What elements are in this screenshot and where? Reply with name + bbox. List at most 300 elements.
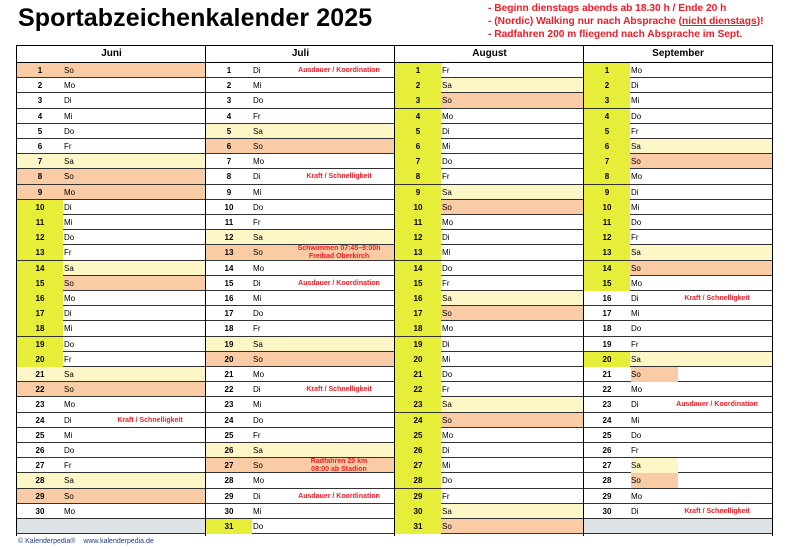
day-row[interactable]	[584, 245, 772, 260]
day-row[interactable]	[206, 367, 395, 382]
day-row[interactable]	[206, 63, 395, 78]
day-number: 20	[584, 352, 630, 367]
day-number: 17	[17, 306, 63, 321]
weekday-label: So	[64, 278, 74, 288]
day-number: 22	[35, 385, 45, 395]
day-row[interactable]	[206, 504, 395, 519]
weekday-label: So	[442, 522, 452, 531]
day-number: 26	[395, 443, 441, 458]
day-row[interactable]	[584, 230, 772, 245]
month-header: September	[584, 45, 772, 63]
day-number: 8	[37, 172, 43, 182]
weekday-label: Di	[631, 400, 639, 410]
day-row[interactable]	[395, 154, 584, 169]
day-row[interactable]	[584, 473, 772, 488]
footer	[18, 538, 160, 545]
day-row[interactable]	[395, 443, 584, 458]
day-number: 15	[395, 276, 441, 291]
weekday-label: Do	[64, 126, 75, 136]
day-row[interactable]	[395, 93, 584, 108]
weekday-label: Mo	[253, 370, 265, 379]
day-row[interactable]	[206, 473, 395, 488]
day-row[interactable]	[206, 489, 395, 504]
day-row[interactable]	[395, 489, 584, 504]
day-number: 17	[224, 309, 234, 319]
day-row[interactable]	[584, 382, 772, 397]
event-label: Kraft / Schnelligkeit	[306, 173, 372, 181]
day-row[interactable]	[206, 215, 395, 230]
day-row[interactable]	[17, 230, 206, 245]
weekday-label: Fr	[442, 385, 450, 395]
day-number: 30	[602, 506, 612, 516]
day-number: 6	[226, 142, 232, 151]
day-number: 3	[584, 93, 630, 108]
weekday-label: Sa	[631, 248, 641, 258]
day-row[interactable]	[395, 276, 584, 291]
day-row[interactable]	[206, 337, 395, 352]
day-number: 28	[602, 476, 612, 486]
day-row[interactable]	[395, 261, 584, 276]
day-number: 12	[584, 230, 630, 245]
month-column-august	[394, 45, 584, 536]
day-number: 10	[584, 200, 630, 215]
day-row[interactable]	[17, 321, 206, 336]
day-number: 29	[35, 491, 45, 501]
day-number: 21	[395, 367, 441, 382]
note-line	[488, 2, 764, 15]
day-row[interactable]	[206, 443, 395, 458]
day-number: 6	[37, 142, 43, 151]
day-row[interactable]	[206, 306, 395, 321]
weekday-label: Di	[64, 309, 72, 319]
day-row[interactable]	[584, 185, 772, 200]
day-number: 24	[35, 415, 45, 425]
day-number: 27	[395, 458, 441, 473]
weekday-label: Mi	[253, 81, 262, 91]
weekday-label: So	[253, 142, 263, 151]
weekday-label: Mo	[64, 400, 76, 410]
day-row[interactable]	[17, 291, 206, 306]
day-row[interactable]	[17, 63, 206, 78]
day-row[interactable]	[17, 428, 206, 443]
day-number: 18	[602, 324, 612, 334]
weekday-label: Fr	[631, 233, 639, 243]
day-number: 9	[226, 187, 232, 197]
day-row[interactable]	[206, 428, 395, 443]
weekday-label: Do	[631, 111, 642, 121]
day-row[interactable]	[206, 291, 395, 306]
day-row[interactable]	[206, 519, 395, 534]
day-row[interactable]	[206, 200, 395, 215]
day-row[interactable]	[584, 261, 772, 276]
day-row[interactable]	[584, 504, 772, 519]
weekday-label: Do	[442, 476, 453, 486]
weekday-label: Di	[442, 339, 450, 349]
day-number: 27	[602, 461, 612, 471]
day-row[interactable]	[206, 352, 395, 367]
day-row[interactable]	[395, 291, 584, 306]
weekday-label: Mo	[631, 385, 643, 395]
month-column-juni	[16, 45, 206, 536]
day-row[interactable]	[395, 169, 584, 184]
weekday-label: Sa	[442, 506, 452, 516]
day-row[interactable]	[395, 367, 584, 382]
day-number: 25	[395, 428, 441, 443]
day-row[interactable]	[395, 504, 584, 519]
day-number: 7	[584, 154, 630, 169]
weekday-label: So	[64, 66, 74, 75]
weekday-label: Fr	[64, 142, 72, 151]
day-number: 13	[584, 245, 630, 260]
day-number: 4	[226, 111, 232, 121]
weekday-label: Mi	[64, 324, 73, 334]
weekday-label: So	[64, 172, 74, 182]
day-number: 12	[224, 233, 234, 243]
day-row[interactable]	[17, 124, 206, 139]
weekday-label: Do	[253, 415, 264, 425]
weekday-label: Do	[253, 522, 264, 531]
weekday-label: Mi	[631, 96, 640, 106]
weekday-label: Do	[631, 218, 642, 227]
day-row[interactable]	[206, 139, 395, 154]
day-number: 18	[224, 324, 234, 334]
event-label: Ausdauer / Koordination	[298, 279, 380, 287]
day-number: 11	[17, 215, 63, 230]
day-row[interactable]	[584, 124, 772, 139]
notes-block	[488, 2, 764, 41]
day-number: 21	[35, 370, 45, 379]
day-row[interactable]	[395, 397, 584, 412]
day-row[interactable]	[395, 428, 584, 443]
day-row[interactable]	[17, 154, 206, 169]
weekday-label: Di	[253, 278, 261, 288]
day-number: 3	[226, 96, 232, 106]
day-row[interactable]	[17, 413, 206, 428]
day-number: 14	[224, 263, 234, 273]
day-row[interactable]	[17, 185, 206, 200]
day-row[interactable]	[584, 215, 772, 230]
day-row[interactable]	[17, 382, 206, 397]
day-number: 21	[602, 370, 612, 379]
day-row[interactable]	[17, 367, 206, 382]
day-row[interactable]	[17, 489, 206, 504]
day-number: 11	[584, 215, 630, 230]
day-row[interactable]	[584, 306, 772, 321]
weekday-label: Di	[631, 506, 639, 516]
weekday-label: Mo	[64, 506, 76, 516]
note-text: - (Nordic) Walking nur nach Absprache (	[488, 16, 682, 27]
weekday-label: Fr	[631, 446, 639, 455]
day-row[interactable]	[206, 154, 395, 169]
day-number: 16	[17, 291, 63, 306]
day-row[interactable]	[17, 443, 206, 458]
day-row[interactable]	[17, 261, 206, 276]
day-row[interactable]	[206, 458, 395, 473]
day-number: 18	[17, 321, 63, 336]
day-number: 30	[35, 506, 45, 516]
day-row[interactable]	[17, 306, 206, 321]
day-row[interactable]	[395, 230, 584, 245]
day-number: 8	[226, 172, 232, 182]
day-row[interactable]	[395, 352, 584, 367]
day-row[interactable]	[584, 291, 772, 306]
weekday-label: Do	[631, 324, 642, 334]
day-row[interactable]	[17, 78, 206, 93]
weekday-label: Fr	[253, 324, 261, 334]
note-text: - Radfahren 200 m fliegend nach Absprache im Sept.	[488, 29, 743, 40]
day-number: 24	[395, 413, 441, 428]
day-row[interactable]	[395, 63, 584, 78]
day-number: 1	[37, 66, 43, 75]
day-row[interactable]	[584, 154, 772, 169]
weekday-label: Di	[64, 96, 72, 106]
day-row[interactable]	[584, 337, 772, 352]
weekday-label: Fr	[64, 354, 72, 364]
day-row[interactable]	[17, 200, 206, 215]
day-row[interactable]	[584, 139, 772, 154]
day-row[interactable]	[17, 169, 206, 184]
day-row[interactable]	[17, 93, 206, 108]
day-row[interactable]	[395, 519, 584, 534]
day-row[interactable]	[584, 428, 772, 443]
page-title: Sportabzeichenkalender 2025	[18, 4, 373, 32]
day-row[interactable]	[206, 261, 395, 276]
day-row[interactable]	[206, 109, 395, 124]
weekday-label: Do	[253, 96, 264, 106]
event-label-line: 08:00 ab Stadion	[311, 465, 367, 473]
day-row[interactable]	[395, 245, 584, 260]
day-row[interactable]	[584, 413, 772, 428]
day-number: 12	[395, 230, 441, 245]
weekday-label: Sa	[442, 400, 452, 410]
day-row[interactable]	[395, 200, 584, 215]
weekday-label: Mi	[64, 218, 73, 227]
day-number: 16	[395, 291, 441, 306]
day-row[interactable]	[584, 109, 772, 124]
day-row[interactable]	[206, 382, 395, 397]
event-label	[286, 245, 392, 260]
day-row[interactable]	[584, 458, 772, 473]
footer-url[interactable]: www.kalenderpedia.de	[83, 538, 154, 545]
day-row[interactable]	[206, 397, 395, 412]
weekday-label: Mi	[253, 187, 262, 197]
day-number: 20	[224, 354, 234, 364]
day-row[interactable]	[395, 473, 584, 488]
day-number: 17	[602, 309, 612, 319]
weekday-label: Sa	[64, 263, 74, 273]
day-number: 5	[395, 124, 441, 139]
weekday-label: Di	[253, 385, 261, 395]
weekday-label: Sa	[442, 81, 452, 91]
day-number: 24	[602, 415, 612, 425]
day-row[interactable]	[17, 473, 206, 488]
day-row[interactable]	[206, 93, 395, 108]
day-number: 29	[602, 491, 612, 501]
weekday-label: Mi	[253, 294, 262, 303]
day-row[interactable]	[395, 413, 584, 428]
event-label: Ausdauer / Koordination	[298, 67, 380, 74]
day-row[interactable]	[17, 276, 206, 291]
day-number: 29	[395, 489, 441, 504]
day-number: 30	[395, 504, 441, 519]
day-number: 2	[37, 81, 43, 91]
day-row[interactable]	[206, 185, 395, 200]
weekday-label: Fr	[253, 430, 261, 440]
weekday-label: Mo	[442, 218, 454, 227]
weekday-label: Mo	[442, 430, 454, 440]
day-row[interactable]	[584, 200, 772, 215]
day-row[interactable]	[17, 109, 206, 124]
day-row[interactable]	[395, 321, 584, 336]
weekday-label: Mo	[64, 294, 76, 303]
day-row[interactable]	[395, 215, 584, 230]
weekday-label: Mo	[64, 81, 76, 91]
weekday-label: Mi	[631, 309, 640, 319]
weekday-label: Mo	[442, 111, 454, 121]
weekday-label: So	[253, 354, 263, 364]
day-row[interactable]	[395, 382, 584, 397]
weekday-label: Di	[442, 233, 450, 243]
event-label-line: Freibad Oberkirch	[308, 252, 370, 260]
event-label: Kraft / Schnelligkeit	[117, 416, 183, 424]
day-row[interactable]	[395, 78, 584, 93]
day-row[interactable]	[17, 504, 206, 519]
weekday-label: Di	[253, 491, 261, 501]
day-number: 23	[395, 397, 441, 412]
day-number: 10	[395, 200, 441, 215]
calendar-grid	[16, 45, 772, 536]
weekday-label: Do	[64, 233, 75, 243]
day-row[interactable]	[206, 78, 395, 93]
weekday-label: So	[631, 370, 641, 379]
day-row[interactable]	[584, 63, 772, 78]
weekday-label: Di	[442, 126, 450, 136]
day-number: 29	[224, 491, 234, 501]
day-row[interactable]	[206, 169, 395, 184]
day-row[interactable]	[584, 397, 772, 412]
day-number: 19	[224, 339, 234, 349]
day-row[interactable]	[584, 367, 772, 382]
day-number: 23	[602, 400, 612, 410]
empty-day-row	[17, 519, 206, 534]
day-row[interactable]	[206, 245, 395, 260]
weekday-label: Mi	[253, 506, 262, 516]
day-number: 5	[226, 126, 232, 136]
event-label	[286, 458, 392, 473]
day-number: 6	[395, 139, 441, 154]
day-row[interactable]	[17, 337, 206, 352]
day-row[interactable]	[395, 306, 584, 321]
weekday-label: Fr	[631, 126, 639, 136]
day-number: 26	[224, 446, 234, 455]
weekday-label: Mi	[64, 111, 73, 121]
weekday-label: Do	[64, 339, 75, 349]
day-row[interactable]	[206, 230, 395, 245]
weekday-label: Mi	[631, 415, 640, 425]
day-number: 11	[224, 218, 234, 227]
day-row[interactable]	[17, 458, 206, 473]
weekday-label: Mi	[631, 202, 640, 212]
weekday-label: Fr	[442, 491, 450, 501]
weekday-label: Do	[253, 202, 264, 212]
day-row[interactable]	[395, 124, 584, 139]
weekday-label: Di	[253, 66, 261, 75]
weekday-label: So	[631, 157, 641, 167]
day-row[interactable]	[206, 124, 395, 139]
month-column-september	[583, 45, 773, 536]
day-number: 22	[395, 382, 441, 397]
day-number: 25	[602, 430, 612, 440]
day-row[interactable]	[206, 413, 395, 428]
weekday-label: So	[442, 96, 452, 106]
day-number: 25	[35, 430, 45, 440]
weekday-label: Di	[253, 172, 261, 182]
weekday-label: So	[442, 202, 452, 212]
day-row[interactable]	[584, 169, 772, 184]
weekday-label: Sa	[64, 157, 74, 167]
day-row[interactable]	[584, 489, 772, 504]
day-row[interactable]	[395, 458, 584, 473]
day-number: 21	[224, 370, 234, 379]
day-number: 16	[224, 294, 234, 303]
day-row[interactable]	[17, 352, 206, 367]
day-row[interactable]	[206, 321, 395, 336]
day-number: 13	[395, 245, 441, 260]
day-row[interactable]	[395, 109, 584, 124]
weekday-label: Do	[442, 263, 453, 273]
day-row[interactable]	[206, 276, 395, 291]
weekday-label: Di	[631, 294, 639, 303]
day-row[interactable]	[17, 215, 206, 230]
weekday-label: Sa	[631, 461, 641, 471]
day-number: 19	[17, 337, 63, 352]
note-text: )!	[756, 16, 764, 27]
weekday-label: So	[631, 476, 641, 486]
day-number: 6	[584, 139, 630, 154]
day-row[interactable]	[584, 321, 772, 336]
day-number: 19	[395, 337, 441, 352]
day-row[interactable]	[584, 93, 772, 108]
day-number: 2	[584, 78, 630, 93]
month-column-juli	[205, 45, 395, 536]
day-row[interactable]	[584, 443, 772, 458]
event-label: Kraft / Schnelligkeit	[684, 295, 750, 302]
day-row[interactable]	[584, 352, 772, 367]
event-label-line: Radfahren 20 km	[310, 458, 368, 466]
day-number: 19	[602, 339, 612, 349]
day-row[interactable]	[584, 276, 772, 291]
weekday-label: Sa	[64, 476, 74, 486]
day-row[interactable]	[395, 337, 584, 352]
day-row[interactable]	[17, 139, 206, 154]
day-number: 23	[35, 400, 45, 410]
day-row[interactable]	[17, 397, 206, 412]
day-number: 24	[224, 415, 234, 425]
day-row[interactable]	[584, 78, 772, 93]
day-number: 26	[35, 446, 45, 455]
weekday-label: Sa	[253, 339, 263, 349]
weekday-label: Do	[631, 430, 642, 440]
weekday-label: Di	[64, 415, 72, 425]
weekday-label: Fr	[442, 172, 450, 182]
day-number: 14	[395, 261, 441, 276]
weekday-label: Sa	[64, 370, 74, 379]
empty-day-row	[584, 519, 772, 534]
day-row[interactable]	[395, 185, 584, 200]
day-row[interactable]	[395, 139, 584, 154]
day-row[interactable]	[17, 245, 206, 260]
footer-copyright: © Kalenderpedia®	[18, 538, 76, 545]
